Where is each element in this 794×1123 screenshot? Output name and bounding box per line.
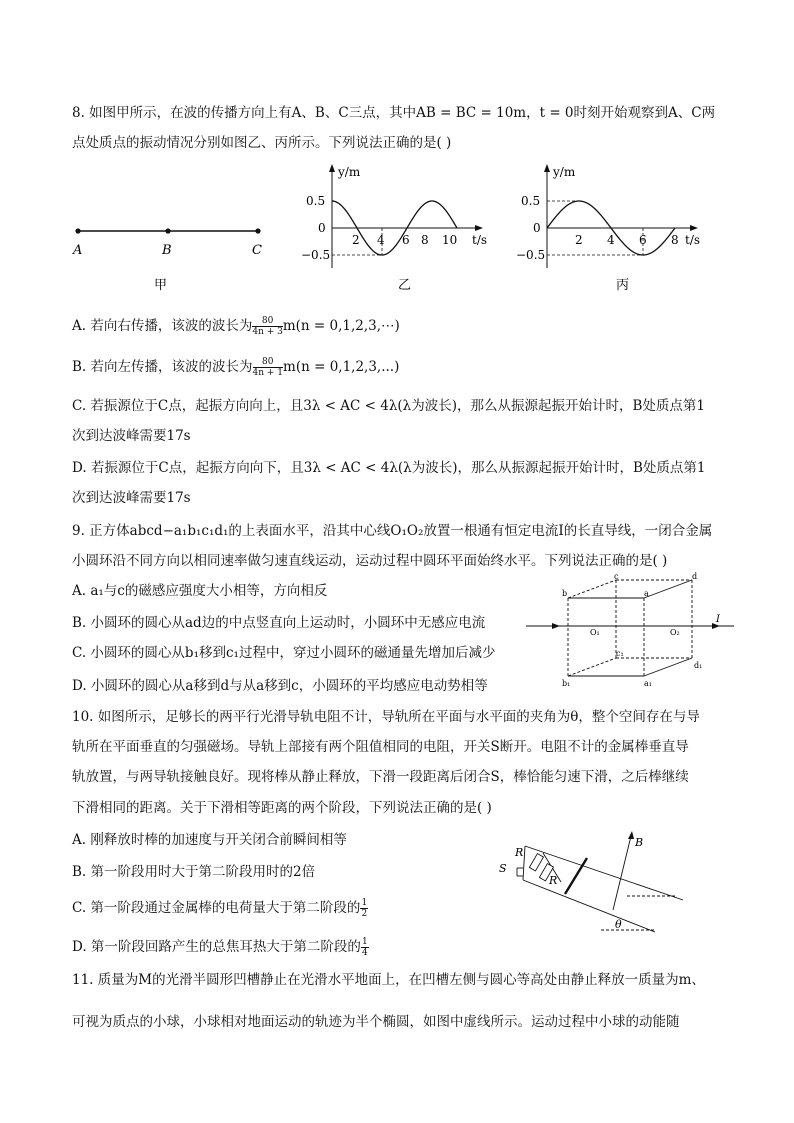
- vertex-label: b: [562, 589, 568, 598]
- q8-figure-bing: [513, 160, 723, 295]
- point-label: O₂: [670, 628, 680, 637]
- fraction: $\frac{80}{4n + 1}$: [252, 357, 284, 378]
- vertex-label: a₁: [644, 679, 652, 688]
- x-tick: 2: [575, 233, 583, 247]
- q9-stem-line2: 小圆环沿不同方向以相同速率做匀速直线运动，运动过程中圆环平面始终水平。下列说法正确的是( ): [72, 553, 668, 569]
- q8-option-b[interactable]: B. 若向左传播，该波的波长为 $\frac{80}{4n + 1}$ m(n = 0,1,2,3,...): [72, 357, 400, 378]
- q10-stem-line1: 10. 如图所示，足够长的两平行光滑导轨电阻不计，导轨所在平面与水平面的夹角为θ，整个空间存在与导: [72, 709, 700, 725]
- resistor-label: R: [549, 874, 558, 887]
- q10-rail-figure: [495, 826, 695, 938]
- fraction: $\frac{1}{2}$: [361, 898, 368, 919]
- q10-stem-line2: 轨所在平面垂直的匀强磁场。导轨上部接有两个阻值相同的电阻，开关S断开。电阻不计的金属棒垂直导: [72, 739, 689, 755]
- current-label: I: [716, 614, 720, 625]
- field-label-b: B: [635, 836, 644, 849]
- y-axis-label: y/m: [338, 165, 361, 179]
- y-axis-label: y/m: [553, 165, 576, 179]
- q8-stem-line2: 点处质点的振动情况分别如图乙、丙所示。下列说法正确的是( ): [72, 135, 452, 151]
- q10-stem-line4: 下滑相同的距离。关于下滑相等距离的两个阶段，下列说法正确的是( ): [72, 800, 492, 816]
- x-tick: 6: [402, 233, 410, 247]
- vertex-label: c: [614, 572, 619, 581]
- x-tick: 10: [442, 233, 458, 247]
- q10-option-d[interactable]: D. 第一阶段回路产生的总焦耳热大于第二阶段的 $\frac{1}{4}$: [72, 937, 368, 958]
- y-tick: 0.5: [521, 194, 541, 208]
- q10-stem-line3: 轨放置，与两导轨接触良好。现将棒从静止释放，下滑一段距离后闭合S，棒恰能匀速下滑，之后棒继续: [72, 769, 689, 785]
- y-tick: 0: [533, 221, 541, 235]
- point-label-b: B: [162, 243, 172, 258]
- vertex-label: b₁: [562, 679, 571, 688]
- x-tick: 6: [639, 233, 647, 247]
- x-tick: 2: [352, 233, 360, 247]
- switch-label: S: [499, 862, 507, 875]
- resistor-label: R: [515, 846, 524, 859]
- q9-option-d[interactable]: D. 小圆环的圆心从a移到d与从a移到c，小圆环的平均感应电动势相等: [72, 678, 488, 694]
- q8-option-d-line2: 次到达波峰需要17s: [72, 490, 191, 506]
- x-tick: 4: [377, 233, 385, 247]
- x-axis-label: t/s: [685, 233, 701, 247]
- q10-option-b[interactable]: B. 第一阶段用时大于第二阶段用时的2倍: [72, 864, 316, 880]
- fraction: $\frac{1}{4}$: [361, 937, 368, 958]
- q8-figure-yi: [300, 160, 510, 295]
- caption-yi: 乙: [398, 278, 412, 293]
- angle-label: θ: [615, 918, 622, 931]
- point-label-c: C: [252, 243, 262, 258]
- q8-figure-jia: [70, 215, 270, 295]
- y-tick: 0.5: [306, 194, 326, 208]
- point-label-a: A: [73, 243, 83, 258]
- q8-option-c-line1[interactable]: C. 若振源位于C点，起振方向向上，且3λ < AC < 4λ(λ为波长)，那么从振源起振开始计时，B处质点第1: [72, 398, 706, 414]
- x-tick: 4: [607, 233, 615, 247]
- q8-stem-line1: 8. 如图甲所示，在波的传播方向上有A、B、C三点，其中AB = BC = 10m，t = 0时刻开始观察到A、C两: [72, 105, 716, 121]
- x-tick: 8: [421, 233, 429, 247]
- q10-option-a[interactable]: A. 刚释放时棒的加速度与开关闭合前瞬间相等: [72, 832, 347, 848]
- q10-option-c[interactable]: C. 第一阶段通过金属棒的电荷量大于第二阶段的 $\frac{1}{2}$: [72, 898, 368, 919]
- x-tick: 8: [671, 233, 679, 247]
- vertex-label: c₁: [616, 649, 624, 658]
- q9-cube-figure: [520, 572, 740, 692]
- q9-option-b[interactable]: B. 小圆环的圆心从ad边的中点竖直向上运动时，小圆环中无感应电流: [72, 615, 486, 631]
- fraction: $\frac{80}{4n + 3}$: [252, 316, 283, 337]
- q8-option-d-line1[interactable]: D. 若振源位于C点，起振方向向下，且3λ < AC < 4λ(λ为波长)，那么从振源起振开始计时，B处质点第1: [72, 460, 706, 476]
- vertex-label: a: [644, 589, 649, 598]
- vertex-label: d: [692, 572, 698, 581]
- q9-option-c[interactable]: C. 小圆环的圆心从b₁移到c₁过程中，穿过小圆环的磁通量先增加后减少: [72, 645, 496, 661]
- q11-stem-line1: 11. 质量为M的光滑半圆形凹槽静止在光滑水平地面上，在凹槽左侧与圆心等高处由静止释放一质量为m、: [72, 972, 705, 988]
- q9-stem-line1: 9. 正方体abcd−a₁b₁c₁d₁的上表面水平，沿其中心线O₁O₂放置一根通有恒定电流I的长直导线，一闭合金属: [72, 523, 713, 539]
- caption-bing: 丙: [616, 278, 630, 293]
- q9-option-a[interactable]: A. a₁与c的磁感应强度大小相等，方向相反: [72, 583, 328, 599]
- vertex-label: d₁: [694, 661, 703, 670]
- y-tick: 0: [318, 221, 326, 235]
- q8-option-a[interactable]: A. 若向右传播，该波的波长为 $\frac{80}{4n + 3}$ m(n = 0,1,2,3,⋯): [72, 316, 400, 337]
- caption-jia: 甲: [154, 278, 168, 293]
- q11-stem-line2: 可视为质点的小球，小球相对地面运动的轨迹为半个椭圆，如图中虚线所示。运动过程中小球的动能随: [72, 1014, 680, 1030]
- y-tick: −0.5: [516, 248, 546, 262]
- q8-option-c-line2: 次到达波峰需要17s: [72, 428, 191, 444]
- y-tick: −0.5: [301, 248, 331, 262]
- point-label: O₁: [590, 628, 600, 637]
- x-axis-label: t/s: [472, 233, 488, 247]
